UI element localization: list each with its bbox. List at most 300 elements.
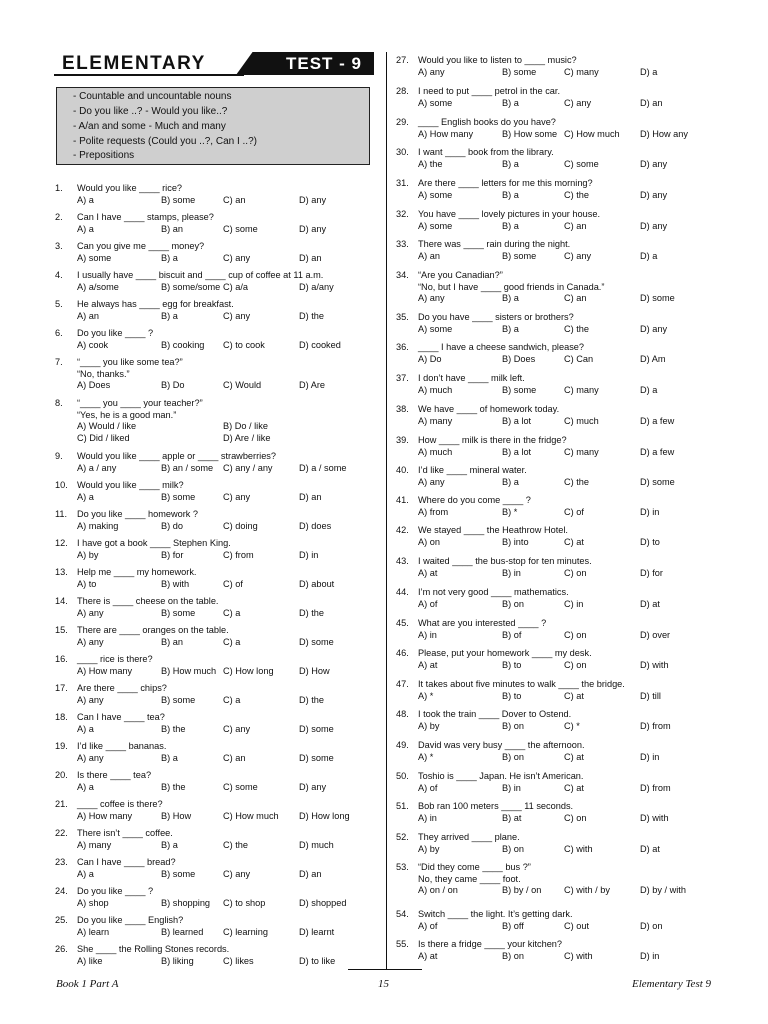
answer-option[interactable]: C) Would <box>223 380 262 390</box>
answer-option[interactable]: B) do <box>161 520 183 531</box>
answer-option[interactable]: A) a <box>77 223 94 234</box>
answer-option[interactable]: A) some <box>418 323 453 334</box>
question-number: 39. <box>396 435 409 445</box>
answer-option[interactable]: B) Do <box>161 380 185 390</box>
answer-option[interactable]: A) of <box>418 782 438 793</box>
answer-option[interactable]: D) some <box>299 723 334 734</box>
answer-option[interactable]: D) on <box>640 920 663 931</box>
question-number: 54. <box>396 909 409 919</box>
answer-option[interactable]: D) Are <box>299 380 326 390</box>
answer-option[interactable]: B) How some <box>502 128 558 139</box>
question-stem: Can I have ____ tea? <box>77 712 165 722</box>
answer-option[interactable]: C) an <box>564 293 587 303</box>
answer-option[interactable]: A) learn <box>77 926 110 937</box>
answer-option[interactable]: C) any <box>223 252 251 263</box>
question-number: 40. <box>396 465 409 475</box>
answer-option[interactable]: A) any <box>77 752 104 763</box>
question-stem: I’d like ____ bananas. <box>77 741 167 751</box>
answer-option[interactable]: C) many <box>564 66 599 77</box>
answer-option[interactable]: C) any / any <box>223 462 273 473</box>
question-number: 3. <box>55 241 63 251</box>
question-stem: Are there ____ chips? <box>77 683 167 693</box>
answer-option[interactable]: B) an <box>161 636 183 647</box>
question-stem: David was very busy ____ the afternoon. <box>418 740 585 750</box>
question-number: 1. <box>55 183 63 193</box>
answer-option[interactable]: A) How many <box>418 128 474 139</box>
question-stem: Would you like ____ milk? <box>77 480 184 490</box>
answer-option[interactable]: B) a <box>502 189 519 200</box>
answer-option[interactable]: D) a few <box>640 446 675 457</box>
question-number: 45. <box>396 618 409 628</box>
answer-option[interactable]: C) on <box>564 812 587 823</box>
question-number: 2. <box>55 212 63 222</box>
question-stem: There are ____ oranges on the table. <box>77 625 229 635</box>
answer-option[interactable]: B) Do / like <box>223 421 268 431</box>
answer-option[interactable]: C) at <box>564 536 584 547</box>
question-number: 33. <box>396 239 409 249</box>
answer-option[interactable]: C) learning <box>223 926 268 937</box>
answer-option[interactable]: B) some <box>502 66 537 77</box>
answer-option[interactable]: A) in <box>418 629 437 640</box>
answer-option[interactable]: D) an <box>640 97 663 108</box>
answer-option[interactable]: B) How <box>161 810 192 821</box>
answer-option[interactable]: A) of <box>418 598 438 609</box>
answer-option[interactable]: B) How much <box>161 665 217 676</box>
question-stem: He always has ____ egg for breakfast. <box>77 299 234 309</box>
question-number: 13. <box>55 567 68 577</box>
question-stem: Can you give me ____ money? <box>77 241 205 251</box>
answer-option[interactable]: C) the <box>223 839 249 850</box>
answer-option[interactable]: D) the <box>299 310 325 321</box>
answer-option[interactable]: D) does <box>299 520 332 531</box>
answer-option[interactable]: B) some <box>161 194 196 205</box>
answer-option[interactable]: C) of <box>564 506 584 517</box>
answer-option[interactable]: A) shop <box>77 897 109 908</box>
answer-option[interactable]: C) at <box>564 690 584 701</box>
answer-option[interactable]: A) a <box>77 491 94 502</box>
answer-option[interactable]: D) in <box>640 751 660 762</box>
answer-option[interactable]: C) much <box>564 415 599 426</box>
answer-option[interactable]: A) * <box>418 690 434 701</box>
answer-option[interactable]: B) liking <box>161 955 194 966</box>
answer-option[interactable]: D) some <box>640 476 675 487</box>
answer-option[interactable]: C) at <box>564 751 584 762</box>
question-stem: Toshio is ____ Japan. He isn’t American. <box>418 771 584 781</box>
answer-option[interactable]: B) in <box>502 782 521 793</box>
answer-option[interactable]: D) a <box>640 384 658 395</box>
question-stem: ____ rice is there? <box>77 654 153 664</box>
answer-option[interactable]: D) the <box>299 607 325 618</box>
question-stem: We stayed ____ the Heathrow Hotel. <box>418 525 568 535</box>
answer-option[interactable]: D) shopped <box>299 897 347 908</box>
answer-option[interactable]: D) learnt <box>299 926 335 937</box>
question-stem: “Did they come ____ bus ?” <box>418 862 531 872</box>
answer-option[interactable]: A) some <box>418 97 453 108</box>
answer-option[interactable]: C) many <box>564 446 599 457</box>
test-number-label: TEST - 9 <box>285 54 362 73</box>
answer-option[interactable]: A) a <box>77 781 94 792</box>
answer-option[interactable]: A) any <box>77 694 104 705</box>
answer-option[interactable]: A) Do <box>418 353 442 364</box>
answer-option[interactable]: C) an <box>223 752 246 763</box>
answer-option[interactable]: A) a <box>77 868 94 879</box>
question-number: 55. <box>396 939 409 949</box>
answer-option[interactable]: B) some/some <box>161 281 221 292</box>
answer-option[interactable]: A) some <box>418 189 453 200</box>
question-number: 38. <box>396 404 409 414</box>
answer-option[interactable]: B) a <box>161 752 178 763</box>
answer-option[interactable]: D) from <box>640 782 671 793</box>
answer-option[interactable]: C) from <box>223 549 254 560</box>
answer-option[interactable]: B) at <box>502 812 522 823</box>
answer-option[interactable]: A) making <box>77 520 119 531</box>
answer-option[interactable]: A) from <box>418 506 449 517</box>
answer-option[interactable]: D) some <box>640 293 675 303</box>
answer-option[interactable]: B) for <box>161 549 184 560</box>
answer-option[interactable]: D) by / with <box>640 885 686 895</box>
answer-option[interactable]: B) some <box>502 384 537 395</box>
answer-option[interactable]: C) likes <box>223 955 254 966</box>
answer-option[interactable]: D) any <box>640 158 668 169</box>
answer-option[interactable]: B) a <box>502 97 519 108</box>
question-stem: Please, put your homework ____ my desk. <box>418 648 592 658</box>
answer-option[interactable]: C) the <box>564 189 590 200</box>
answer-option[interactable]: D) How any <box>640 128 688 139</box>
answer-option[interactable]: B) to <box>502 690 522 701</box>
question-number: 53. <box>396 862 409 872</box>
question-number: 14. <box>55 596 68 606</box>
answer-option[interactable]: D) a few <box>640 415 675 426</box>
answer-option[interactable]: A) to <box>77 578 97 589</box>
answer-option[interactable]: D) for <box>640 567 663 578</box>
answer-option[interactable]: C) of <box>223 578 243 589</box>
answer-option[interactable]: B) cooking <box>161 339 205 350</box>
answer-option[interactable]: B) an / some <box>161 462 214 473</box>
question-number: 49. <box>396 740 409 750</box>
question-item <box>55 357 380 397</box>
answer-option[interactable]: A) cook <box>77 339 109 350</box>
question-number: 37. <box>396 373 409 383</box>
answer-option[interactable]: A) * <box>418 751 434 762</box>
answer-option[interactable]: B) in <box>502 567 521 578</box>
answer-option[interactable]: A) by <box>77 549 99 560</box>
question-number: 17. <box>55 683 68 693</box>
answer-option[interactable]: D) Am <box>640 353 666 364</box>
page-number: 15 <box>378 978 389 990</box>
answer-option[interactable]: B) a <box>502 323 519 334</box>
answer-option[interactable]: C) any <box>223 491 251 502</box>
answer-option[interactable]: C) some <box>564 158 599 169</box>
test-header <box>54 52 374 75</box>
answer-option[interactable]: B) some <box>161 491 196 502</box>
answer-option[interactable]: D) some <box>299 636 334 647</box>
question-stem: It takes about five minutes to walk ____ the bridge. <box>418 679 625 689</box>
answer-option[interactable]: D) any <box>640 323 668 334</box>
question-stem: There isn’t ____ coffee. <box>77 828 173 838</box>
question-number: 47. <box>396 679 409 689</box>
answer-option[interactable]: C) to shop <box>223 897 266 908</box>
answer-option[interactable]: D) in <box>640 506 660 517</box>
answer-option[interactable]: A) on <box>418 536 440 547</box>
answer-option[interactable]: B) the <box>161 781 186 792</box>
question-stem: “____ you ____ your teacher?” <box>77 398 203 408</box>
answer-option[interactable]: C) a <box>223 636 241 647</box>
answer-option[interactable]: D) at <box>640 843 660 854</box>
question-stem: Do you like ____ ? <box>77 328 154 338</box>
question-number: 35. <box>396 312 409 322</box>
answer-option[interactable]: C) How much <box>564 128 620 139</box>
answer-option[interactable]: C) to cook <box>223 339 265 350</box>
answer-option[interactable]: A) some <box>418 220 453 231</box>
answer-option[interactable]: D) an <box>299 868 322 879</box>
answer-option[interactable]: B) some <box>161 868 196 879</box>
answer-option[interactable]: B) on <box>502 720 524 731</box>
answer-option[interactable]: B) some <box>161 694 196 705</box>
answer-option[interactable]: A) How many <box>77 665 133 676</box>
answer-option[interactable]: B) to <box>502 659 522 670</box>
question-stem: I’m not very good ____ mathematics. <box>418 587 569 597</box>
answer-option[interactable]: D) to <box>640 536 660 547</box>
answer-option[interactable]: D) any <box>299 223 327 234</box>
answer-option[interactable]: C) the <box>564 323 590 334</box>
answer-option[interactable]: A) at <box>418 950 438 961</box>
answer-option[interactable]: C) any <box>564 97 592 108</box>
answer-option[interactable]: C) any <box>564 250 592 261</box>
answer-option[interactable]: C) on <box>564 659 587 670</box>
answer-option[interactable]: A) an <box>77 310 99 321</box>
answer-option[interactable]: D) to like <box>299 955 336 966</box>
topic-item: - Do you like ..? - Would you like..? <box>73 106 228 117</box>
answer-option[interactable]: C) a <box>223 607 241 618</box>
answer-option[interactable]: C) many <box>564 384 599 395</box>
answer-option[interactable]: D) any <box>640 220 668 231</box>
answer-option[interactable]: A) at <box>418 567 438 578</box>
answer-option[interactable]: A) an <box>418 250 440 261</box>
answer-option[interactable]: D) with <box>640 659 669 670</box>
question-number: 30. <box>396 147 409 157</box>
answer-option[interactable]: B) some <box>161 607 196 618</box>
answer-option[interactable]: C) with / by <box>564 885 610 895</box>
answer-option[interactable]: D) till <box>640 690 661 701</box>
answer-option[interactable]: A) a <box>77 723 94 734</box>
question-number: 18. <box>55 712 68 722</box>
question-number: 41. <box>396 495 409 505</box>
answer-option[interactable]: A) at <box>418 659 438 670</box>
answer-option[interactable]: B) learned <box>161 926 204 937</box>
answer-option[interactable]: C) any <box>223 868 251 879</box>
answer-option[interactable]: D) any <box>640 189 668 200</box>
answer-option[interactable]: B) the <box>161 723 186 734</box>
question-stem: There was ____ rain during the night. <box>418 239 571 249</box>
question-number: 36. <box>396 342 409 352</box>
answer-option[interactable]: B) on <box>502 598 524 609</box>
answer-option[interactable]: C) out <box>564 920 590 931</box>
topic-item: - Countable and uncountable nouns <box>73 91 232 102</box>
answer-option[interactable]: B) * <box>502 506 518 517</box>
answer-option[interactable]: B) with <box>161 578 190 589</box>
answer-option[interactable]: A) of <box>418 920 438 931</box>
answer-option[interactable]: A) much <box>418 384 453 395</box>
answer-option[interactable]: B) some <box>502 250 537 261</box>
answer-option[interactable]: D) the <box>299 694 325 705</box>
question-stem: ____ I have a cheese sandwich, please? <box>418 342 585 352</box>
column-divider <box>386 52 387 970</box>
answer-option[interactable]: D) some <box>299 752 334 763</box>
answer-option[interactable]: A) any <box>418 293 445 303</box>
question-number: 29. <box>396 117 409 127</box>
answer-option[interactable]: A) the <box>418 158 443 169</box>
answer-option[interactable]: D) Are / like <box>223 432 271 443</box>
answer-option[interactable]: C) the <box>564 476 590 487</box>
answer-option[interactable]: B) a lot <box>502 446 532 457</box>
answer-option[interactable]: B) on <box>502 751 524 762</box>
question-stem: ____ coffee is there? <box>77 799 163 809</box>
answer-option[interactable]: D) a <box>640 66 658 77</box>
answer-option[interactable]: A) many <box>418 415 453 426</box>
question-stem: What are you interested ____ ? <box>418 618 547 628</box>
answer-option[interactable]: C) any <box>223 723 251 734</box>
question-number: 32. <box>396 209 409 219</box>
answer-option[interactable]: A) any <box>77 636 104 647</box>
answer-option[interactable]: C) an <box>223 194 246 205</box>
question-number: 19. <box>55 741 68 751</box>
question-stem: I usually have ____ biscuit and ____ cup of coffee at 11 a.m. <box>77 270 324 280</box>
answer-option[interactable]: D) an <box>299 491 322 502</box>
answer-option[interactable]: A) by <box>418 843 440 854</box>
question-stem: Where do you come ____ ? <box>418 495 531 505</box>
answer-option[interactable]: D) an <box>299 252 322 263</box>
question-stem: They arrived ____ plane. <box>418 832 520 842</box>
answer-option[interactable]: C) with <box>564 950 593 961</box>
answer-option[interactable]: B) on <box>502 950 524 961</box>
answer-option[interactable]: B) a <box>161 310 178 321</box>
answer-option[interactable]: B) a <box>161 252 178 263</box>
question-stem: Do you like ____ ? <box>77 886 154 896</box>
answer-option[interactable]: B) a <box>502 476 519 487</box>
answer-option[interactable]: A) How many <box>77 810 133 821</box>
answer-option[interactable]: D) in <box>640 950 660 961</box>
answer-option[interactable]: D) any <box>299 194 327 205</box>
question-stem-line2: No, they came ____ foot. <box>418 873 521 884</box>
answer-option[interactable]: A) a/some <box>77 281 119 292</box>
answer-option[interactable]: C) some <box>223 781 258 792</box>
answer-option[interactable]: C) Can <box>564 353 594 364</box>
answer-option[interactable]: D) How <box>299 665 330 676</box>
question-number: 26. <box>55 944 68 954</box>
answer-option[interactable]: D) How long <box>299 810 350 821</box>
topics-box <box>56 87 370 165</box>
answer-option[interactable]: B) a lot <box>502 415 532 426</box>
answer-option[interactable]: D) cooked <box>299 339 341 350</box>
question-stem: Would you like ____ apple or ____ strawberries? <box>77 451 277 461</box>
question-stem: I’d like ____ mineral water. <box>418 465 527 475</box>
answer-option[interactable]: B) by / on <box>502 885 542 895</box>
answer-option[interactable]: A) some <box>77 252 112 263</box>
answer-option[interactable]: B) a <box>502 158 519 169</box>
answer-option[interactable]: B) of <box>502 629 522 640</box>
answer-option[interactable]: B) a <box>502 220 519 231</box>
question-stem: We have ____ of homework today. <box>418 404 560 414</box>
answer-option[interactable]: A) Does <box>77 380 111 390</box>
answer-option[interactable]: C) Did / liked <box>77 432 130 443</box>
answer-option[interactable]: A) any <box>418 66 445 77</box>
answer-option[interactable]: B) into <box>502 536 529 547</box>
answer-option[interactable]: A) any <box>418 476 445 487</box>
question-number: 31. <box>396 178 409 188</box>
answer-option[interactable]: C) doing <box>223 520 258 531</box>
answer-option[interactable]: A) like <box>77 955 103 966</box>
question-stem-line2: “No, thanks.” <box>77 368 130 379</box>
question-number: 22. <box>55 828 68 838</box>
answer-option[interactable]: A) a / any <box>77 462 117 473</box>
question-item <box>396 939 721 979</box>
answer-option[interactable]: C) How much <box>223 810 279 821</box>
answer-option[interactable]: B) shopping <box>161 897 211 908</box>
question-number: 23. <box>55 857 68 867</box>
answer-option[interactable]: C) on <box>564 567 587 578</box>
answer-option[interactable]: B) off <box>502 920 524 931</box>
answer-option[interactable]: A) by <box>418 720 440 731</box>
answer-option[interactable]: C) at <box>564 782 584 793</box>
answer-option[interactable]: D) about <box>299 578 335 589</box>
answer-option[interactable]: D) at <box>640 598 660 609</box>
answer-option[interactable]: D) with <box>640 812 669 823</box>
answer-option[interactable]: B) an <box>161 223 183 234</box>
answer-option[interactable]: A) many <box>77 839 112 850</box>
answer-option[interactable]: A) on / on <box>418 885 458 895</box>
question-number: 4. <box>55 270 63 280</box>
question-number: 52. <box>396 832 409 842</box>
question-number: 27. <box>396 55 409 65</box>
answer-option[interactable]: B) a <box>502 293 519 303</box>
answer-option[interactable]: C) a/a <box>223 281 249 292</box>
question-number: 10. <box>55 480 68 490</box>
answer-option[interactable]: D) much <box>299 839 334 850</box>
answer-option[interactable]: C) some <box>223 223 258 234</box>
answer-option[interactable]: C) a <box>223 694 241 705</box>
answer-option[interactable]: D) any <box>299 781 327 792</box>
answer-option[interactable]: C) in <box>564 598 584 609</box>
answer-option[interactable]: C) on <box>564 629 587 640</box>
question-number: 42. <box>396 525 409 535</box>
question-item <box>396 270 721 310</box>
answer-option[interactable]: A) in <box>418 812 437 823</box>
answer-option[interactable]: C) * <box>564 720 580 731</box>
answer-option[interactable]: C) How long <box>223 665 274 676</box>
answer-option[interactable]: A) Would / like <box>77 421 137 431</box>
answer-option[interactable]: C) with <box>564 843 593 854</box>
answer-option[interactable]: D) a <box>640 250 658 261</box>
question-stem: Can I have ____ stamps, please? <box>77 212 214 222</box>
answer-option[interactable]: C) an <box>564 220 587 231</box>
answer-option[interactable]: C) any <box>223 310 251 321</box>
answer-option[interactable]: D) over <box>640 629 671 640</box>
answer-option[interactable]: A) any <box>77 607 104 618</box>
question-number: 24. <box>55 886 68 896</box>
question-stem: I need to put ____ petrol in the car. <box>418 86 560 96</box>
question-stem: I waited ____ the bus-stop for ten minutes. <box>418 556 592 566</box>
answer-option[interactable]: D) a / some <box>299 462 347 473</box>
answer-option[interactable]: A) much <box>418 446 453 457</box>
answer-option[interactable]: B) a <box>161 839 178 850</box>
answer-option[interactable]: B) Does <box>502 353 536 364</box>
footer-book: Book 1 Part A <box>56 978 119 990</box>
answer-option[interactable]: D) from <box>640 720 671 731</box>
answer-option[interactable]: D) in <box>299 549 319 560</box>
answer-option[interactable]: A) a <box>77 194 94 205</box>
answer-option[interactable]: D) a/any <box>299 281 334 292</box>
answer-option[interactable]: B) on <box>502 843 524 854</box>
